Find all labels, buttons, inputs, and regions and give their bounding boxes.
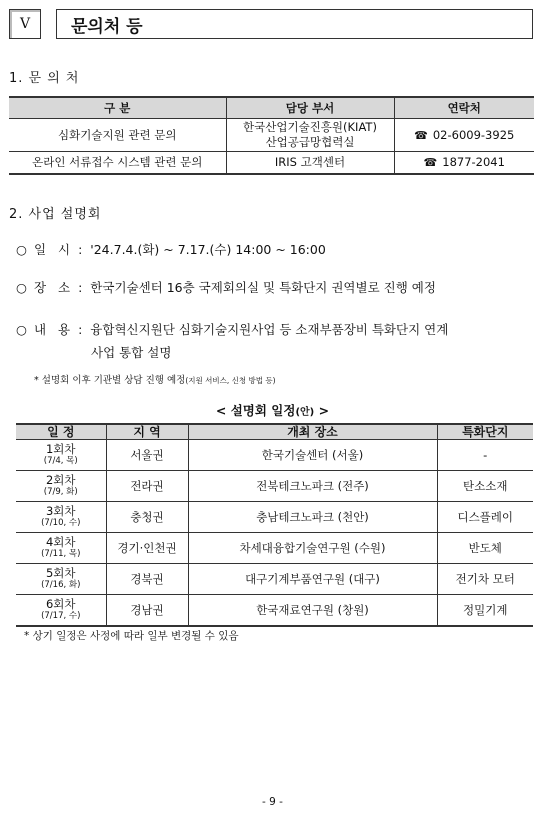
region-cell: 서울권: [106, 440, 188, 471]
contact-category: 온라인 서류접수 시스템 관련 문의: [9, 152, 226, 175]
content-label: 내 용: [34, 322, 75, 337]
briefing-place: ○ 장 소 : 한국기술센터 16층 국제회의실 및 특화단지 권역별로 진행 예정: [16, 277, 436, 298]
session-date: (7/16, 화): [41, 580, 81, 590]
session-date: (7/10, 수): [41, 518, 81, 528]
schedule-table: [16, 423, 533, 627]
date-value: '24.7.4.(화) ~ 7.17.(수) 14:00 ~ 16:00: [90, 242, 326, 257]
date-label: 일 시: [34, 242, 75, 257]
contact-phone: [394, 119, 534, 152]
region-cell: 경북권: [106, 564, 188, 595]
session-date: (7/9, 화): [43, 487, 78, 497]
contact-table: [9, 96, 534, 175]
region-cell: 전라권: [106, 471, 188, 502]
place-value: 한국기술센터 16층 국제회의실 및 특화단지 권역별로 진행 예정: [90, 280, 436, 295]
note-small: (지원 서비스, 신청 방법 등): [185, 376, 276, 385]
table-row: [16, 471, 533, 502]
cluster-cell: 정밀기계: [437, 595, 533, 627]
section-number: Ⅴ: [9, 9, 41, 39]
note-text: * 설명회 이후 기관별 상담 진행 예정: [34, 375, 186, 386]
page-number: - 9 -: [262, 796, 283, 808]
region-cell: 경남권: [106, 595, 188, 627]
contact-category: 심화기술지원 관련 문의: [9, 119, 226, 152]
venue-cell: 한국재료연구원 (창원): [188, 595, 437, 627]
contact-heading: 1. 문 의 처: [9, 71, 80, 86]
contact-department: [226, 119, 394, 152]
venue-cell: 한국기술센터 (서울): [188, 440, 437, 471]
contact-phone: [394, 152, 534, 175]
schedule-title-small: (안): [295, 407, 315, 418]
cluster-cell: 탄소소재: [437, 471, 533, 502]
table-row: [9, 119, 534, 152]
venue-cell: 대구기계부품연구원 (대구): [188, 564, 437, 595]
department-line2: 산업공급망협력실: [265, 135, 355, 149]
schedule-note: * 상기 일정은 사정에 따라 일부 변경될 수 있음: [24, 630, 239, 642]
header-session: 일 정: [16, 424, 106, 440]
content-value-cont: 사업 통합 설명: [91, 345, 172, 360]
section-title: 문의처 등: [56, 9, 533, 39]
place-label: 장 소: [34, 280, 75, 295]
session-date: (7/17, 수): [41, 611, 81, 621]
bullet-icon: ○: [16, 280, 27, 295]
session-cell: [16, 471, 106, 502]
header-phone: 연락처: [394, 97, 534, 119]
venue-cell: 차세대융합기술연구원 (수원): [188, 533, 437, 564]
session-date: (7/4, 목): [43, 456, 78, 466]
region-cell: 경기·인천권: [106, 533, 188, 564]
session-label: 1회차: [45, 442, 76, 456]
header-venue: 개최 장소: [188, 424, 437, 440]
cluster-cell: 반도체: [437, 533, 533, 564]
session-cell: [16, 502, 106, 533]
briefing-heading: 2. 사업 설명회: [9, 207, 102, 222]
cluster-cell: 디스플레이: [437, 502, 533, 533]
venue-cell: 전북테크노파크 (전주): [188, 471, 437, 502]
session-date: (7/11, 목): [41, 549, 81, 559]
venue-cell: 충남테크노파크 (천안): [188, 502, 437, 533]
session-label: 4회차: [45, 535, 76, 549]
table-row: [16, 533, 533, 564]
session-cell: [16, 440, 106, 471]
session-cell: [16, 564, 106, 595]
session-label: 2회차: [45, 473, 76, 487]
bullet-icon: ○: [16, 242, 27, 257]
header-cluster: 특화단지: [437, 424, 533, 440]
session-label: 3회차: [45, 504, 76, 518]
schedule-title-main: < 설명회 일정: [215, 403, 296, 418]
briefing-date: ○ 일 시 : '24.7.4.(화) ~ 7.17.(수) 14:00 ~ 16:00: [16, 239, 326, 260]
content-value: 융합혁신지원단 심화기술지원사업 등 소재부품장비 특화단지 연계: [90, 322, 449, 337]
bullet-icon: ○: [16, 322, 27, 337]
phone-number: 02-6009-3925: [432, 127, 515, 142]
table-row: [9, 152, 534, 175]
schedule-title-end: >: [314, 403, 330, 418]
session-label: 6회차: [45, 597, 76, 611]
briefing-note: [34, 372, 276, 386]
phone-number: 1877-2041: [442, 155, 505, 169]
schedule-header: [16, 424, 533, 440]
phone-icon: ☎: [414, 128, 428, 142]
cluster-cell: -: [437, 440, 533, 471]
table-row: [16, 502, 533, 533]
phone-icon: ☎: [423, 156, 438, 169]
session-cell: [16, 595, 106, 627]
session-cell: [16, 533, 106, 564]
header-category: 구 분: [9, 97, 226, 119]
table-row: [16, 440, 533, 471]
briefing-content: ○ 내 용 : 융합혁신지원단 심화기술지원사업 등 소재부품장비 특화단지 연계: [16, 319, 448, 340]
schedule-title: [0, 401, 545, 419]
table-row: [16, 564, 533, 595]
contact-table-header: [9, 97, 534, 119]
header-region: 지 역: [106, 424, 188, 440]
session-label: 5회차: [45, 566, 76, 580]
cluster-cell: 전기차 모터: [437, 564, 533, 595]
header-department: 담당 부서: [226, 97, 394, 119]
contact-department: IRIS 고객센터: [226, 152, 394, 175]
region-cell: 충청권: [106, 502, 188, 533]
department-line1: 한국산업기술진흥원(KIAT): [243, 120, 377, 134]
table-row: [16, 595, 533, 627]
